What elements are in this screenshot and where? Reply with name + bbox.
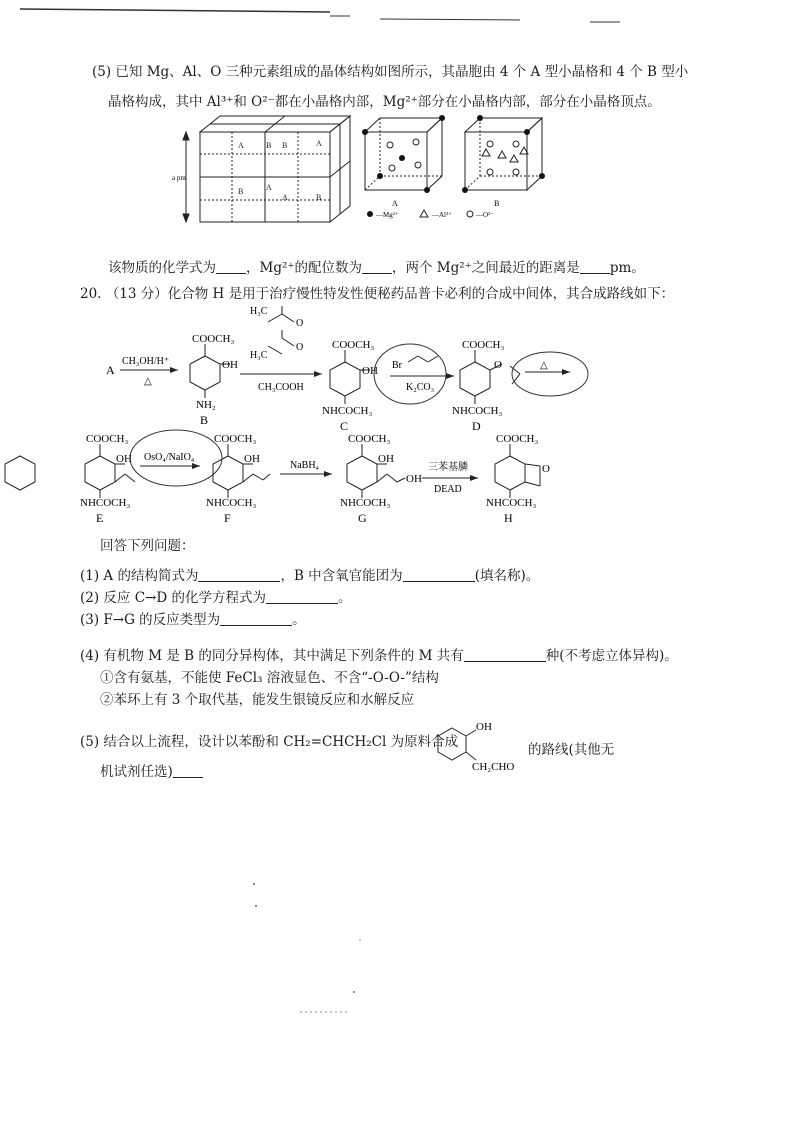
question-1 [80, 566, 539, 586]
compound-c: C [340, 419, 349, 433]
compound-b: B [200, 413, 209, 427]
coordination-prompt: ，Mg²⁺的配位数为 [246, 260, 363, 276]
ring-h [495, 456, 525, 490]
b-cooch3: COOCH₃ [192, 333, 235, 345]
q1-prompt: (1) A 的结构简式为 [80, 568, 199, 584]
target-molecule [420, 718, 528, 776]
q5-line2-text: 机试剂任选) [100, 764, 173, 780]
anhydride-o2: O [296, 342, 304, 353]
compound-d: D [472, 419, 481, 433]
q4-condition-2: ②苯环上有 3 个取代基，能发生银镜反应和水解反应 [100, 692, 415, 708]
c-nhcoch3: NHCOCH₃ [322, 405, 373, 417]
coordination-answer-blank[interactable] [362, 259, 392, 274]
q3-type-blank[interactable] [220, 611, 292, 626]
q4-end: 种(不考虑立体异构)。 [545, 648, 678, 664]
cube-labels [238, 139, 322, 202]
reagent-b-to-c: CH₃COOH [258, 382, 304, 393]
q2-end: 。 [337, 590, 352, 606]
legend-al: —Al³⁺ [432, 211, 452, 219]
crystal-intro-line2: 晶格构成，其中 Al³⁺和 O²⁻都在小晶格内部，Mg²⁺部分在小晶格内部，部分在小晶格顶点。 [108, 94, 661, 110]
q1-structure-blank[interactable] [198, 567, 280, 582]
cube-label: B [238, 187, 244, 196]
e-oh: OH [116, 453, 132, 465]
question-2 [80, 588, 351, 608]
e-cooch3: COOCH₃ [86, 433, 129, 445]
anhydride-o1: O [296, 318, 304, 329]
ring-c [330, 362, 360, 396]
ring-d [460, 362, 490, 396]
synthesis-route-figure [80, 306, 640, 536]
compound-h: H [504, 511, 513, 525]
o-ions-cell-a [387, 139, 421, 171]
ring-b [190, 356, 220, 390]
q5-line1b: 的路线(其他无 [528, 742, 615, 758]
distance-prompt: ，两个 Mg²⁺之间最近的距离是 [392, 260, 580, 276]
cube-label: B [316, 193, 322, 202]
cube-label: B [282, 141, 288, 150]
c-oh: OH [362, 365, 378, 377]
crystal-question [108, 258, 645, 278]
legend-mg: —Mg²⁺ [376, 211, 399, 219]
b-nh2: NH₂ [196, 399, 216, 411]
answer-intro: 回答下列问题： [100, 538, 195, 554]
q4-prompt: (4) 有机物 M 是 B 的同分异构体，其中满足下列条件的 M 共有 [80, 648, 464, 664]
compound-g: G [358, 511, 367, 525]
reagent-g-to-h-top: 三苯基膦 [428, 462, 468, 473]
h-cooch3: COOCH₃ [496, 433, 539, 445]
distance-answer-blank[interactable] [580, 259, 610, 274]
compound-a: A [106, 363, 115, 377]
legend-o: —O²⁻ [476, 211, 494, 219]
d-cooch3: COOCH₃ [462, 339, 505, 351]
reagent-a-to-b-top: CH₃OH/H⁺ [122, 356, 170, 367]
f-nhcoch3: NHCOCH₃ [206, 497, 257, 509]
q3-end: 。 [292, 612, 306, 628]
g-oh: OH [378, 453, 394, 465]
reagent-a-to-b-bottom: △ [144, 376, 152, 387]
distance-unit: pm。 [609, 260, 645, 276]
compound-e: E [96, 511, 104, 525]
q1-mid: ，B 中含氧官能团为 [280, 568, 403, 584]
q1-group-blank[interactable] [403, 567, 475, 582]
h-o: O [542, 463, 550, 475]
crystal-structure-figure [172, 110, 600, 240]
small-cell-a [365, 118, 442, 190]
target-chain: CH₂CHO [472, 761, 515, 773]
q20-title: 20. （13 分）化合物 H 是用于治疗慢性特发性便秘药品普卡必利的合成中间体，其合成路线如下： [80, 286, 675, 302]
g-nhcoch3: NHCOCH₃ [340, 497, 391, 509]
h-nhcoch3: NHCOCH₃ [486, 497, 537, 509]
target-oh: OH [476, 721, 492, 733]
anhydride-h3c: H₃C [250, 306, 268, 317]
crystal-intro-line1: (5) 已知 Mg、Al、O 三种元素组成的晶体结构如图所示，其晶胞由 4 个 A 型小晶格和 4 个 B 型小 [92, 64, 689, 80]
q5-route-blank[interactable] [173, 763, 203, 778]
anhydride-h3c-2: H₃C [250, 350, 268, 361]
d-nhcoch3: NHCOCH₃ [452, 405, 503, 417]
allyl-br: Br [392, 360, 402, 371]
q4-count-blank[interactable] [464, 647, 546, 662]
crystal-legend [367, 210, 494, 219]
f-cooch3: COOCH₃ [214, 433, 257, 445]
reagent-c-to-d: K₂CO₃ [406, 382, 435, 393]
cell-b-label: B [494, 199, 500, 208]
q2-equation-blank[interactable] [266, 589, 338, 604]
q5-line1a: (5) 结合以上流程，设计以苯酚和 CH₂=CHCH₂Cl 为原料合成 [80, 734, 459, 750]
formula-answer-blank[interactable] [216, 259, 246, 274]
cube-label: A [266, 183, 272, 192]
cube-label: B [266, 141, 272, 150]
scan-specks [250, 880, 450, 1020]
scan-artifact-lines [0, 0, 800, 30]
cell-a-label: A [392, 199, 398, 208]
q2-prompt: (2) 反应 C→D 的化学方程式为 [80, 590, 266, 606]
g-cooch3: COOCH₃ [348, 433, 391, 445]
ring-f [213, 456, 243, 490]
cube-label: A [316, 139, 322, 148]
dimension-label: a pm [172, 174, 186, 182]
question-3 [80, 610, 306, 630]
q5-line2 [100, 762, 203, 782]
reagent-e-to-f: OsO₄/NaIO₄ [144, 452, 195, 463]
formula-prompt: 该物质的化学式为 [108, 260, 216, 276]
cube-label: A [282, 193, 288, 202]
al-ions-cell-b [482, 147, 528, 162]
c-cooch3: COOCH₃ [332, 339, 375, 351]
d-o: O [494, 359, 502, 371]
reagent-d-heat: △ [540, 360, 548, 371]
q3-prompt: (3) F→G 的反应类型为 [80, 612, 221, 628]
b-oh: OH [222, 359, 238, 371]
reagent-g-to-h-bottom: DEAD [434, 484, 462, 495]
q1-end: (填名称)。 [474, 568, 540, 584]
q4-condition-1: ①含有氨基，不能使 FeCl₃ 溶液显色、不含“-O-O-”结构 [100, 670, 439, 686]
ring-g [347, 456, 377, 490]
compound-f: F [224, 511, 231, 525]
question-4 [80, 646, 678, 666]
large-unit-cell [200, 116, 350, 222]
e-nhcoch3: NHCOCH₃ [80, 497, 131, 509]
reagent-f-to-g: NaBH₄ [290, 460, 320, 471]
cube-label: A [238, 141, 244, 150]
g-oh-chain: OH [406, 473, 422, 485]
f-oh: OH [244, 453, 260, 465]
